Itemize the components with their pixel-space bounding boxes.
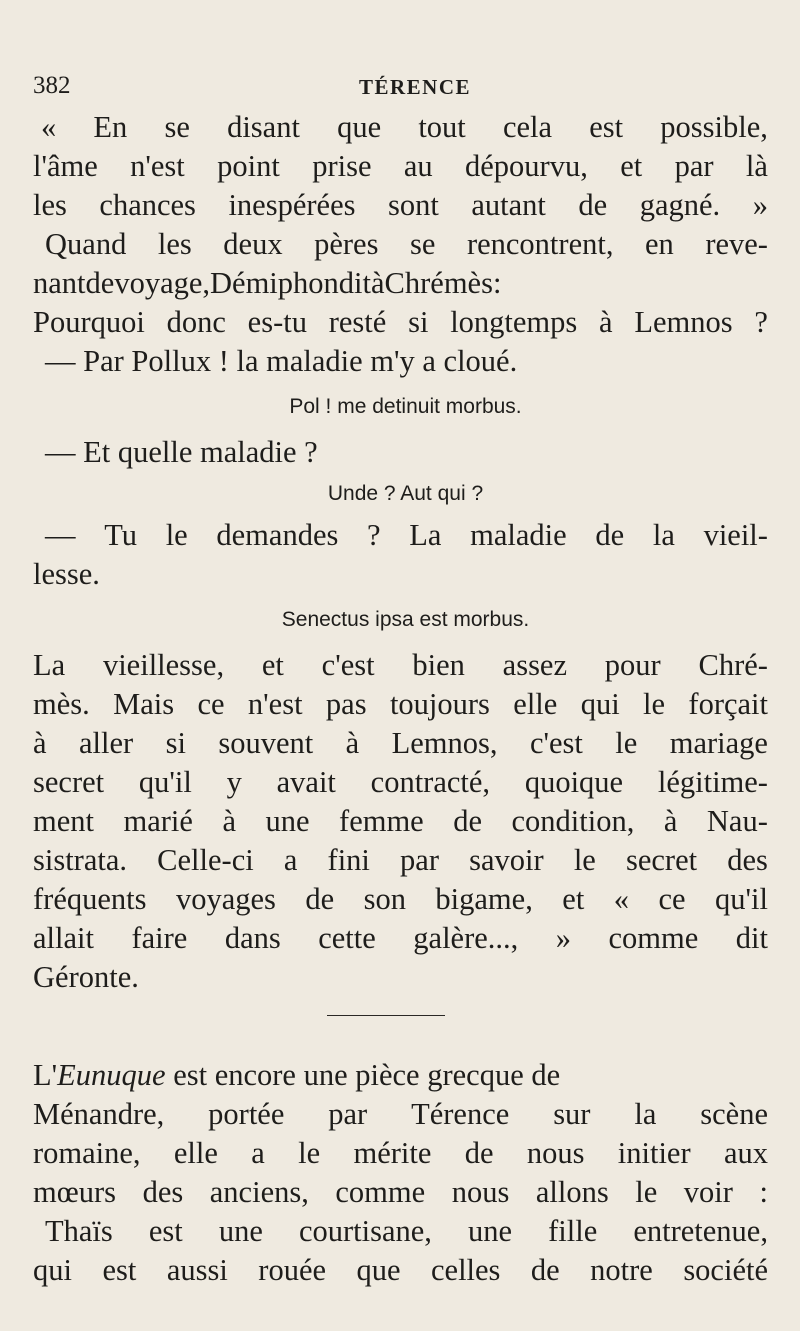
play-title: Eunuque xyxy=(57,1058,166,1092)
text-line: allait faire dans cette galère..., » comme dit xyxy=(33,921,768,955)
text-line: La vieillesse, et c'est bien assez pour Chré- xyxy=(33,648,768,682)
text-line: mès. Mais ce n'est pas toujours elle qui le forçait xyxy=(33,687,768,721)
lead-text xyxy=(33,1056,560,1095)
page-number: 382 xyxy=(33,72,71,99)
page-body xyxy=(33,108,768,1290)
text-line: Ménandre, portée par Térence sur la scène xyxy=(33,1097,768,1131)
text-line: ment marié à une femme de condition, à Nau- xyxy=(33,804,768,838)
text-line: Pourquoi donc es-tu resté si longtemps à Lemnos ? xyxy=(33,305,768,339)
text-line: — Par Pollux ! la maladie m'y a cloué. xyxy=(45,344,518,378)
text-line: Quand les deux pères se rencontrent, en reve- xyxy=(45,227,768,261)
latin-quote: Unde ? Aut qui ? xyxy=(327,482,484,505)
latin-quote: Pol ! me detinuit morbus. xyxy=(289,395,522,418)
text-line: l'âme n'est point prise au dépourvu, et par là xyxy=(33,149,768,183)
text-line: les chances inespérées sont autant de gagné. » xyxy=(33,188,768,222)
latin-quote: Senectus ipsa est morbus. xyxy=(281,608,530,631)
text-line: mœurs des anciens, comme nous allons le voir : xyxy=(33,1175,768,1209)
text-line: sistrata. Celle-ci a fini par savoir le secret des xyxy=(33,843,768,877)
text-line: « En se disant que tout cela est possible, xyxy=(41,110,768,144)
text-line: romaine, elle a le mérite de nous initier aux xyxy=(33,1136,768,1170)
page-header xyxy=(0,72,800,108)
text-line: qui est aussi rouée que celles de notre société xyxy=(33,1253,768,1287)
dialogue-line: — Et quelle maladie ? xyxy=(45,435,318,469)
text-line xyxy=(33,1056,768,1095)
dialogue-line: lesse. xyxy=(33,557,100,591)
text-line: secret qu'il y avait contracté, quoique légitime- xyxy=(33,765,768,799)
running-title: TÉRENCE xyxy=(358,75,472,99)
article-prefix: L' xyxy=(33,1058,58,1092)
text-line: à aller si souvent à Lemnos, c'est le mariage xyxy=(33,726,768,760)
dialogue-line: — Tu le demandes ? La maladie de la vieil- xyxy=(45,518,768,552)
section-separator xyxy=(327,1015,445,1016)
lead-rest: est encore une pièce grecque de xyxy=(165,1058,561,1092)
text-line: nant de voyage, Démiphon dit à Chrémès : xyxy=(33,266,502,300)
text-line: Thaïs est une courtisane, une fille entretenue, xyxy=(45,1214,768,1248)
text-line: Géronte. xyxy=(33,960,139,994)
text-line: fréquents voyages de son bigame, et « ce qu'il xyxy=(33,882,768,916)
